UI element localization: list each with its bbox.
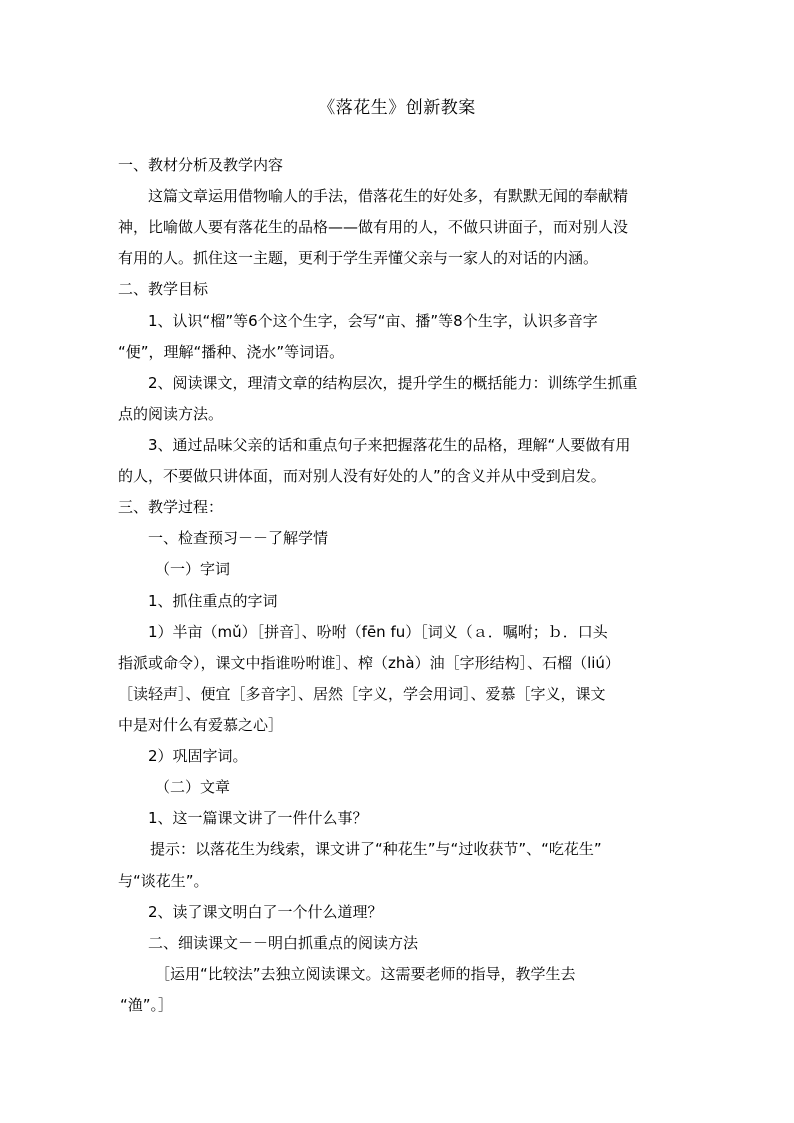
paragraph-line: ［读轻声］、便宜［多音字］、居然［字义，学会用词］、爱慕［字义，课文	[118, 685, 606, 703]
document-title: 《落花生》创新教案	[318, 98, 476, 118]
paragraph-line: ［运用“比较法”去独立阅读课文。这需要老师的指导，教学生去	[155, 965, 576, 983]
paragraph-line: 2、阅读课文，理清文章的结构层次，提升学生的概括能力：训练学生抓重	[148, 374, 638, 392]
paragraph-line: 点的阅读方法。	[118, 405, 224, 423]
list-item: 2、读了课文明白了一个什么道理？	[148, 903, 383, 921]
subheading: 二、细读课文－－明白抓重点的阅读方法	[148, 934, 419, 952]
list-item: 1、这一篇课文讲了一件什么事？	[148, 809, 368, 827]
subheading: （二）文章	[155, 778, 231, 796]
list-item: 1、抓住重点的字词	[148, 592, 278, 610]
subheading: （一）字词	[155, 560, 231, 578]
paragraph-line: 神，比喻做人要有落花生的品格——做有用的人，不做只讲面子，而对别人没	[118, 218, 629, 236]
list-item: 2）巩固字词。	[148, 747, 248, 765]
heading-1: 一、教材分析及教学内容	[118, 156, 284, 174]
paragraph-line: 这篇文章运用借物喻人的手法，借落花生的好处多，有默默无闻的奉献精	[148, 187, 629, 205]
subheading: 一、检查预习－－了解学情	[148, 529, 329, 547]
paragraph-line: “便”，理解“播种、浇水”等词语。	[118, 343, 345, 361]
paragraph-line: “渔”。］	[120, 996, 174, 1014]
heading-2: 二、教学目标	[118, 280, 209, 298]
heading-3: 三、教学过程：	[118, 498, 224, 516]
paragraph-line: 提示：以落花生为线索，课文讲了“种花生”与“过收获节”、“吃花生”	[150, 840, 602, 858]
paragraph-line: 指派或命令），课文中指谁吩咐谁］、榨（zhà）油［字形结构］、石榴（liú）	[118, 654, 620, 672]
paragraph-line: 1、认识“榴”等6个这个生字，会写“亩、播”等8个生字，认识多音字	[148, 312, 598, 330]
paragraph-line: 中是对什么有爱慕之心］	[118, 716, 284, 734]
paragraph-line: 与“谈花生”。	[118, 872, 209, 890]
paragraph-line: 有用的人。抓住这一主题，更利于学生弄懂父亲与一家人的对话的内涵。	[118, 249, 599, 267]
paragraph-line: 的人，不要做只讲体面，而对别人没有好处的人”的含义并从中受到启发。	[118, 467, 606, 485]
paragraph-line: 1）半亩（mǔ）［拼音］、吩咐（fēn fu）［词义（ａ．嘱咐；ｂ．口头	[148, 623, 608, 641]
paragraph-line: 3、通过品味父亲的话和重点句子来把握落花生的品格，理解“人要做有用	[148, 436, 631, 454]
